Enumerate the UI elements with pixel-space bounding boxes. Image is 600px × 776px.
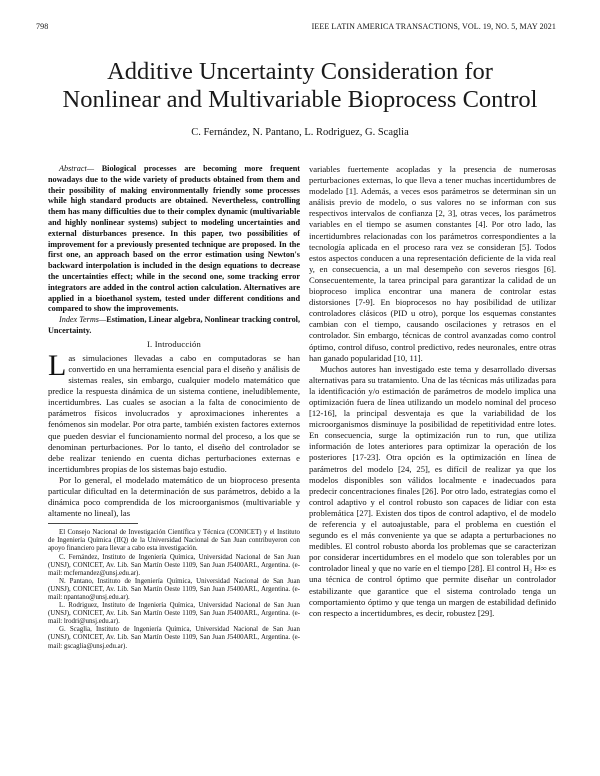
footnote-funding: El Consejo Nacional de Investigación Científica y Técnica (CONICET) y el Instituto de Ingeniería Química (IIQ) de la Universidad Nacional de San Juan contribuyeron con apoyo financiero para llevar a cabo esta investigación.	[48, 529, 300, 553]
drop-cap: L	[48, 348, 67, 382]
title-line-1: Additive Uncertainty Consideration for	[107, 58, 493, 85]
page-number: 798	[36, 22, 49, 31]
right-paragraph-1: variables fuertemente acopladas y la presencia de numerosas perturbaciones externas, lo que lleva a tener muchas incertidumbres de modelado [1]. Además, a veces esos parámetros se determinan sin un análisis previo de modelo, o sus valores no se informan con sus respectivos intervalos de confianza [2, 3], otras veces, los parámetros variables en el tiempo se asumen constantes [4]. Por otro lado, las incertidumbres relacionadas con los parámetros correspondientes a la tecnología aplicada en el proceso rara vez se consideran [5]. Todos estos aspectos conducen a una representación deficiente de la vida real y, en consecuencia, a un mal desempeño con severos riesgos [6]. Consecuentemente, la tarea principal para garantizar la calidad de un bioproceso implica encontrar una manera de controlar estas distorsiones [7-9]. En bioprocesos no hay posibilidad de utilizar controladores clásicos (PID u otro), porque los esquemas constantes cambian con el tiempo, causando oscilaciones y retrasos en el controlador. Sin embargo, técnicas de control avanzadas como control óptimo, control difuso, control predictivo, redes neuronales, entre otras han ganado popularidad [10, 11].	[309, 164, 556, 363]
authors: C. Fernández, N. Pantano, L. Rodriguez, G. Scaglia	[191, 127, 409, 138]
abstract-label: Abstract—	[59, 164, 95, 173]
abstract-text: Biological processes are becoming more frequent nowadays due to the wide variety of products obtained from them and their possibility of making environmentally friendly some processes while high standard products are obtained. Nevertheless, controlling them has many difficulties due to their complex dynamic (multivariable and highly nonlinear systems) subject to modeling uncertainties and external disturbances presence. In this paper, two possibilities of improvement for a previously presented technique are proposed. In the first one, an approach based on the error estimation using Newton's backward interpolation is included in the design equations to decrease the uncertainties effect; while in the second one, some tracking error integrators are added in the control action calculation. Alternatives are applied in a bioethanol system, tested under different conditions and compared to show the improvements.	[48, 164, 300, 314]
section-heading: I. Introducción	[146, 338, 202, 349]
intro-paragraph-1	[48, 348, 300, 475]
footnote-rule	[48, 523, 138, 524]
index-terms-label: Index Terms—	[59, 315, 107, 325]
right-column	[309, 164, 556, 619]
footnote-author-4: G. Scaglia, Instituto de Ingeniería Química, Universidad Nacional de San Juan (UNSJ), CONICET, Av. Lib. San Martín Oeste 1109, San Juan J5400ARL, Argentina. (e-mail: gscaglia@unsj.edu.ar).	[48, 626, 300, 650]
intro-paragraph-2: Por lo general, el modelado matemático de un bioproceso presenta particular dificultad en la determinación de sus parámetros, debido a la dinámica poco comprendida de los microorganismos (multivariable y altamente no lineal), las	[48, 474, 300, 519]
footnote-author-1: C. Fernández, Instituto de Ingeniería Química, Universidad Nacional de San Juan (UNSJ), CONICET, Av. Lib. San Martín Oeste 1109, San Juan J5400ARL, Argentina. (e-mail: mcfernandez@unsj.edu.ar).	[48, 553, 300, 577]
index-terms	[48, 315, 300, 337]
journal-header: IEEE LATIN AMERICA TRANSACTIONS, VOL. 19, NO. 5, MAY 2021	[311, 22, 556, 31]
right-paragraph-2: Muchos autores han investigado este tema y desarrollado diversas alternativas para su tratamiento. Una de las técnicas más utilizadas para la identificación y/o estimación de parámetros de modelo implica una optimización fuera de línea utilizando un modelo nominal del proceso [12-16], la principal desventaja es que la variabilidad de los microorganismos disminuye la posibilidad de repetitividad entre lotes. En consecuencia, surge la optimización run to run, que utiliza información de lotes anteriores para optimizar la operación de los posteriores [17-23]. Otra opción es la optimización en línea de parámetros del modelo [24, 25], es difícil de realizar ya que los modelos disponibles son válidos localmente e inadecuados para predecir concentraciones finales [26]. Por otro lado, estrategias como el control adaptivo y el control robusto son capaces de lidiar con esta problemática [27]. Existen dos tipos de control adaptivo, el de modelo de referencia y el autoajustable, para el problema en cuestión el segundo es el más conveniente ya que se adapta a perturbaciones no medibles. El control robusto aborda los problemas que se caracterizan por considerar incertidumbres en el modelo que son tolerables por un controlador lineal y que no varíe en el tiempo [28]. El control H₂ H∞ es una técnica de control óptimo que permite diseñar un controlador estabilizante que garantice que el sistema controlado tenga un comportamiento óptimo y que tenga un margen de estabilidad definido con respecto a incertidumbres, es decir, robustez [29].	[309, 363, 556, 618]
left-column	[48, 164, 300, 651]
title-line-2: Nonlinear and Multivariable Bioprocess Control	[62, 86, 538, 113]
footnote-author-3: L. Rodriguez, Instituto de Ingeniería Química, Universidad Nacional de San Juan (UNSJ), CONICET, Av. Lib. San Martín Oeste 1109, San Juan J5400ARL, Argentina. (e-mail: lrodri@unsj.edu.ar).	[48, 602, 300, 626]
intro-paragraph-1-text: as simulaciones llevadas a cabo en computadoras se han convertido en una herramienta esencial para el diseño y análisis de sistemas reales, sin embargo, cualquier modelo matemático que predice la respuesta dinámica de un sistema contiene, ineludiblemente, incertidumbres. Las cuales se asocian a la falta de conocimiento de parámetros físicos involucrados y aproximaciones inherentes a fenómenos sin modelar. Por otra parte, también existen factores externos que pueden desviar el funcionamiento normal del proceso, a los que se denominan perturbaciones. Por lo tanto, el diseño del controlador se debe realizar teniendo en cuenta dichas perturbaciones externas e incertidumbres propias de los sistemas bajo estudio.	[48, 352, 300, 474]
index-terms-text: Estimation, Linear algebra, Nonlinear tracking control, Uncertainty.	[48, 315, 301, 335]
paper-title	[40, 58, 560, 114]
footnote-author-2: N. Pantano, Instituto de Ingeniería Química, Universidad Nacional de San Juan (UNSJ), CONICET, Av. Lib. San Martín Oeste 1109, San Juan J5400ARL, Argentina. (e-mail: npantano@unsj.edu.ar).	[48, 577, 300, 601]
abstract	[48, 164, 300, 315]
